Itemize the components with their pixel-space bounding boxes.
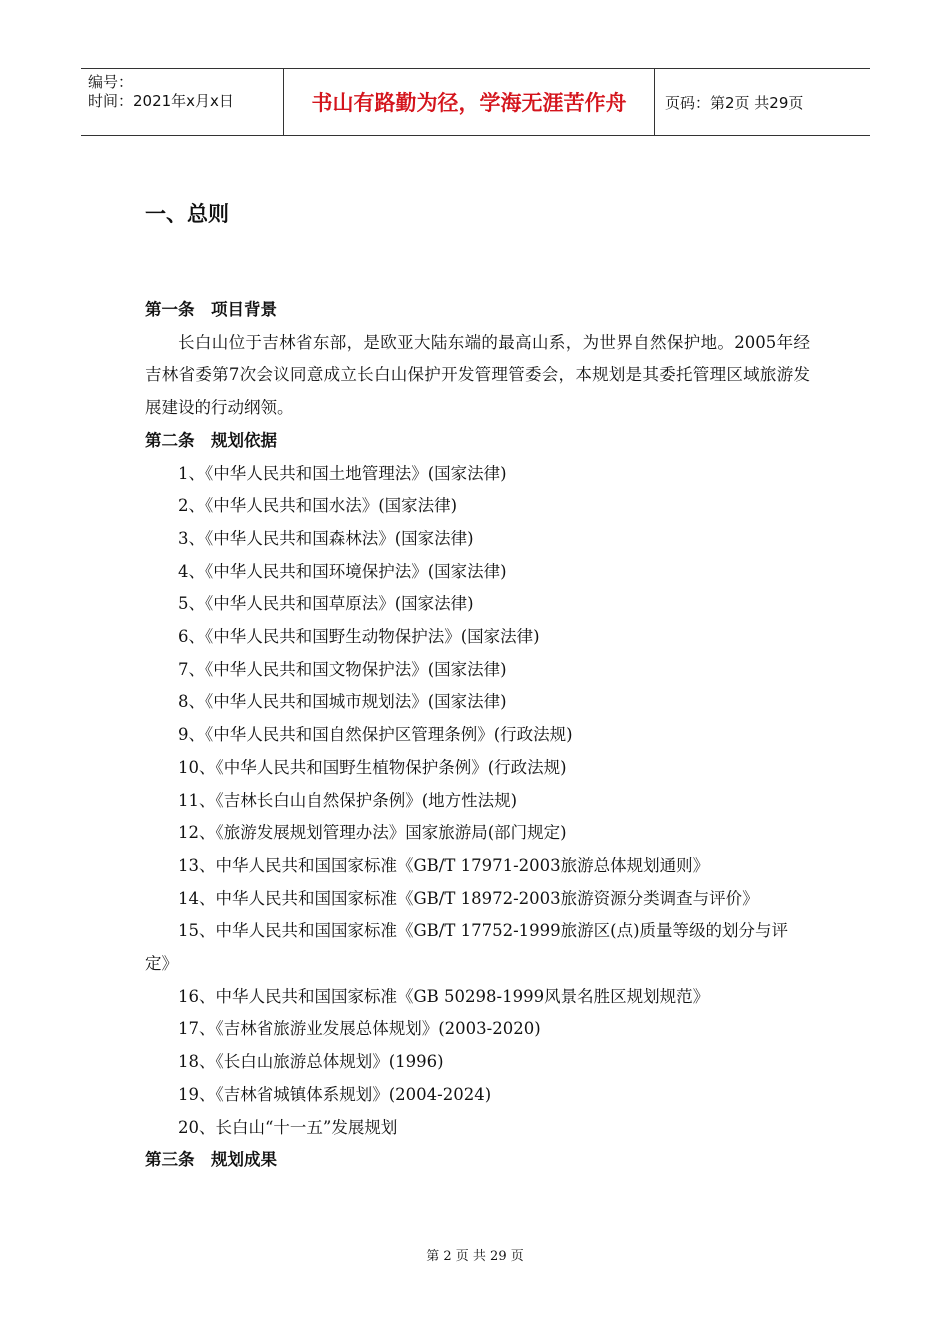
list-item: 20、长白山“十一五”发展规划 <box>178 1117 398 1137</box>
list-item: 13、中华人民共和国国家标准《GB/T 17971-2003旅游总体规划通则》 <box>178 855 710 875</box>
list-item: 14、中华人民共和国国家标准《GB/T 18972-2003旅游资源分类调查与评价》 <box>178 888 759 908</box>
article-heading-1: 第一条 项目背景 <box>145 300 277 319</box>
list-item: 17、《吉林省旅游业发展总体规划》(2003-2020) <box>178 1019 541 1039</box>
chapter-title: 一、总则 <box>145 202 229 226</box>
document-body <box>145 294 810 1177</box>
header-left-cell <box>81 69 283 135</box>
list-item: 9、《中华人民共和国自然保护区管理条例》(行政法规) <box>178 725 573 745</box>
list-item: 10、《中华人民共和国野生植物保护条例》(行政法规) <box>178 757 567 777</box>
article-heading-2: 第二条 规划依据 <box>145 430 277 450</box>
page-info: 页码：第2页 共29页 <box>665 93 804 112</box>
list-item: 11、《吉林长白山自然保护条例》(地方性法规) <box>178 790 518 810</box>
page-header <box>81 68 870 136</box>
list-item: 15、中华人民共和国国家标准《GB/T 17752-1999旅游区(点)质量等级的划分与评定》 <box>145 921 789 974</box>
list-item: 1、《中华人民共和国土地管理法》(国家法律) <box>178 463 507 483</box>
list-item: 6、《中华人民共和国野生动物保护法》(国家法律) <box>178 627 540 647</box>
list-item: 18、《长白山旅游总体规划》(1996) <box>178 1052 444 1072</box>
list-item: 12、《旅游发展规划管理办法》国家旅游局(部门规定) <box>178 823 567 843</box>
list-item: 4、《中华人民共和国环境保护法》(国家法律) <box>178 561 507 581</box>
list-item: 3、《中华人民共和国森林法》(国家法律) <box>178 528 474 548</box>
list-item: 16、中华人民共和国国家标准《GB 50298-1999风景名胜区规划规范》 <box>178 986 710 1006</box>
list-item: 7、《中华人民共和国文物保护法》(国家法律) <box>178 659 507 679</box>
time-label: 时间：2021年x月x日 <box>88 92 234 110</box>
number-label: 编号： <box>88 73 134 91</box>
list-item: 19、《吉林省城镇体系规划》(2004-2024) <box>178 1084 492 1104</box>
header-page-cell <box>655 69 870 135</box>
header-motto-cell <box>283 69 655 135</box>
article-heading-3: 第三条 规划成果 <box>145 1150 277 1170</box>
list-item: 5、《中华人民共和国草原法》(国家法律) <box>178 594 474 614</box>
page-footer: 第 2 页 共 29 页 <box>426 1249 524 1264</box>
motto-text: 书山有路勤为径，学海无涯苦作舟 <box>311 91 627 115</box>
list-item: 2、《中华人民共和国水法》(国家法律) <box>178 496 458 516</box>
list-item: 8、《中华人民共和国城市规划法》(国家法律) <box>178 692 507 712</box>
paragraph: 长白山位于吉林省东部，是欧亚大陆东端的最高山系，为世界自然保护地。2005年经吉林省委第7次会议同意成立长白山保护开发管理管委会，本规划是其委托管理区域旅游发展建设的行动纲领。 <box>145 332 810 418</box>
